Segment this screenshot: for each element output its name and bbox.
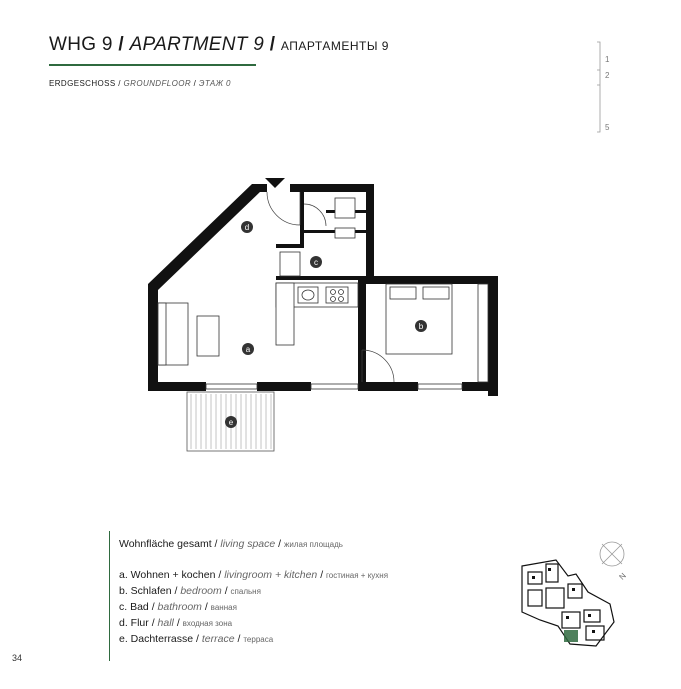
page-title xyxy=(49,34,389,56)
kitchen-counter xyxy=(276,283,358,345)
compass-icon xyxy=(597,538,631,584)
room-marker-c: c xyxy=(314,258,318,267)
floor-nav-item[interactable]: 5 xyxy=(605,123,610,132)
floor-label xyxy=(49,79,231,88)
floor-nav-item[interactable]: 1 xyxy=(605,55,610,64)
room-marker-e: e xyxy=(228,418,234,427)
floor-separator: / xyxy=(193,79,197,88)
summary-divider xyxy=(109,531,110,661)
room-marker-d: d xyxy=(244,223,250,232)
living-furniture xyxy=(158,303,219,365)
floor-german: ERDGESCHOSS xyxy=(49,79,116,88)
title-underline xyxy=(49,64,256,66)
title-separator: / xyxy=(269,34,276,55)
title-separator: / xyxy=(118,34,124,55)
title-russian: АПАРТАМЕНТЫ 9 xyxy=(280,39,389,53)
floor-nav-item[interactable]: 2 xyxy=(605,71,610,80)
floor-russian: ЭТАЖ 0 xyxy=(198,79,231,88)
apartment-highlight xyxy=(564,630,578,642)
floor-english: GROUNDFLOOR xyxy=(123,79,192,88)
room-marker-a: a xyxy=(245,345,251,354)
floor-plan xyxy=(140,170,520,460)
title-english: APARTMENT 9 xyxy=(129,34,265,55)
page-number: 34 xyxy=(12,653,23,663)
total-area-label: Wohnfläche gesamt / living space / жилая площадь xyxy=(119,538,343,550)
entrance-marker xyxy=(265,178,285,188)
floor-navigator xyxy=(595,40,615,135)
compass-north-label: N xyxy=(617,571,628,582)
title-main: WHG 9 xyxy=(49,34,113,55)
bed xyxy=(386,284,452,354)
room-marker-b: b xyxy=(418,322,424,331)
floor-separator: / xyxy=(118,79,121,88)
